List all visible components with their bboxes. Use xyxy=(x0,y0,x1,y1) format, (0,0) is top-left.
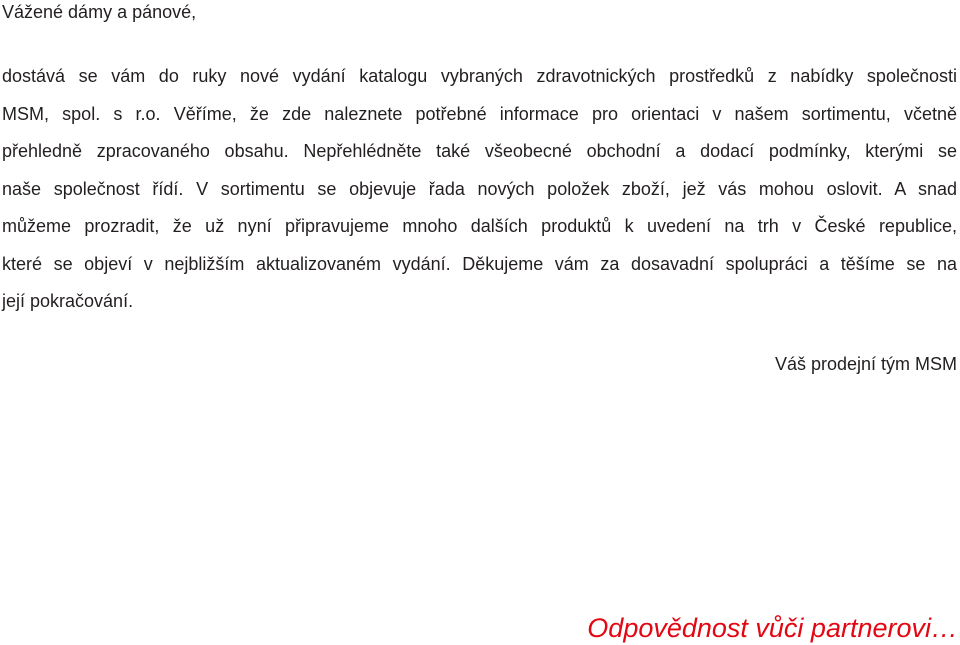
letter-body-line: můžeme prozradit, že už nyní připravujeme mnoho dalších produktů k uvedení na trh v České republice, xyxy=(2,216,957,236)
letter-body xyxy=(2,58,957,321)
letter-body-line: dostává se vám do ruky nové vydání katalogu vybraných zdravotnických prostředků z nabídky společnosti xyxy=(2,66,957,86)
letter-body-line: naše společnost řídí. V sortimentu se objevuje řada nových položek zboží, jež vás mohou oslovit. A snad xyxy=(2,178,957,199)
letter-signature: Váš prodejní tým MSM xyxy=(774,354,957,374)
letter-body-line: které se objeví v nejbližším aktualizovaném vydání. Děkujeme vám za dosavadní spolupráci a těšíme se na xyxy=(2,253,957,274)
slogan-tagline: Odpovědnost vůči partnerovi… xyxy=(587,613,958,643)
letter-body-line: MSM, spol. s r.o. Věříme, že zde naleznete potřebné informace pro orientaci v našem sortimentu, včetně xyxy=(2,103,957,124)
letter-salutation: Vážené dámy a pánové, xyxy=(2,2,197,22)
letter-body-line: její pokračování. xyxy=(2,291,134,311)
letter-body-line: přehledně zpracovaného obsahu. Nepřehlédněte také všeobecné obchodní a dodací podmínky, kterými se xyxy=(2,141,957,161)
